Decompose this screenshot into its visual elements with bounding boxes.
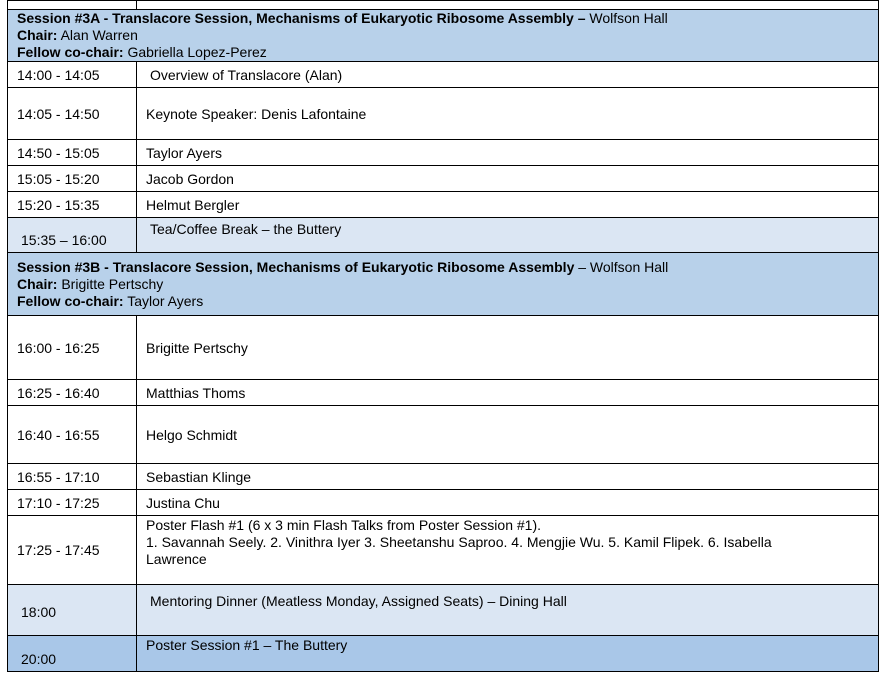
- time-cell: 16:00 - 16:25: [8, 316, 137, 379]
- poster-flash-speakers: 1. Savannah Seely. 2. Vinithra Iyer 3. Sheetanshu Saproo. 4. Mengjie Wu. 5. Kamil Flipek. 6. Isabella: [146, 534, 772, 550]
- time-cell: [8, 1, 137, 9]
- description-cell: Taylor Ayers: [146, 144, 222, 161]
- time-cell: 16:55 - 17:10: [8, 464, 137, 489]
- table-row: [8, 490, 878, 516]
- table-row: [8, 406, 878, 464]
- description-cell: Keynote Speaker: Denis Lafontaine: [146, 105, 367, 122]
- table-row: [8, 464, 878, 490]
- time-cell: 14:50 - 15:05: [8, 140, 137, 165]
- description-cell: [137, 516, 878, 584]
- table-row: [8, 88, 878, 140]
- session-3a-header: [8, 10, 878, 62]
- description-cell: Sebastian Klinge: [146, 468, 252, 485]
- time-cell: 20:00: [8, 636, 137, 671]
- session-3a-location: Wolfson Hall: [589, 10, 668, 26]
- time-cell: 14:00 - 14:05: [8, 62, 137, 87]
- poster-flash-speakers-cont: Lawrence: [146, 551, 207, 567]
- poster-flash-title: Poster Flash #1 (6 x 3 min Flash Talks from Poster Session #1).: [146, 517, 542, 533]
- session-3a-fellow-cochair: Gabriella Lopez-Perez: [127, 44, 267, 60]
- description-cell: Brigitte Pertschy: [146, 339, 248, 356]
- poster-session-row: [8, 636, 878, 671]
- description-cell: Overview of Translacore (Alan): [150, 66, 343, 83]
- table-row: [8, 192, 878, 218]
- session-3b-location: – Wolfson Hall: [578, 258, 669, 275]
- time-cell: 16:40 - 16:55: [8, 406, 137, 463]
- chair-label: Chair:: [17, 275, 58, 292]
- break-row: [8, 218, 878, 253]
- table-row: [8, 316, 878, 380]
- session-3b-title: Session #3B - Translacore Session, Mechanisms of Eukaryotic Ribosome Assembly: [17, 258, 575, 275]
- table-top-row: [8, 1, 878, 10]
- description-cell: Helgo Schmidt: [146, 426, 238, 443]
- session-3b-fellow-cochair: Taylor Ayers: [127, 292, 204, 309]
- description-cell: Matthias Thoms: [146, 384, 246, 401]
- session-3b-header: [8, 253, 878, 316]
- table-row: [8, 166, 878, 192]
- time-cell: 16:25 - 16:40: [8, 380, 137, 405]
- fellow-cochair-label: Fellow co-chair:: [17, 292, 124, 309]
- description-cell: Poster Session #1 – The Buttery: [146, 637, 348, 653]
- schedule-table: [7, 0, 879, 672]
- description-cell: Helmut Bergler: [146, 196, 240, 213]
- table-row: [8, 140, 878, 166]
- table-row: [8, 380, 878, 406]
- time-cell: 15:05 - 15:20: [8, 166, 137, 191]
- fellow-cochair-label: Fellow co-chair:: [17, 44, 124, 60]
- description-cell: Justina Chu: [146, 494, 220, 511]
- description-cell: Jacob Gordon: [146, 170, 234, 187]
- time-cell: 17:10 - 17:25: [8, 490, 137, 515]
- session-3a-chair: Alan Warren: [60, 27, 138, 43]
- dinner-row: [8, 585, 878, 636]
- session-3b-chair: Brigitte Pertschy: [61, 275, 164, 292]
- session-3a-title: Session #3A - Translacore Session, Mechanisms of Eukaryotic Ribosome Assembly –: [17, 10, 586, 26]
- time-cell: 15:35 – 16:00: [8, 218, 137, 252]
- chair-label: Chair:: [17, 27, 58, 43]
- time-cell: 15:20 - 15:35: [8, 192, 137, 217]
- poster-flash-row: [8, 516, 878, 585]
- time-cell: 17:25 - 17:45: [8, 516, 137, 584]
- time-cell: 14:05 - 14:50: [8, 88, 137, 139]
- description-cell: Mentoring Dinner (Meatless Monday, Assigned Seats) – Dining Hall: [150, 593, 567, 609]
- description-cell: Tea/Coffee Break – the Buttery: [150, 221, 342, 237]
- time-cell: 18:00: [8, 585, 137, 635]
- table-row: [8, 62, 878, 88]
